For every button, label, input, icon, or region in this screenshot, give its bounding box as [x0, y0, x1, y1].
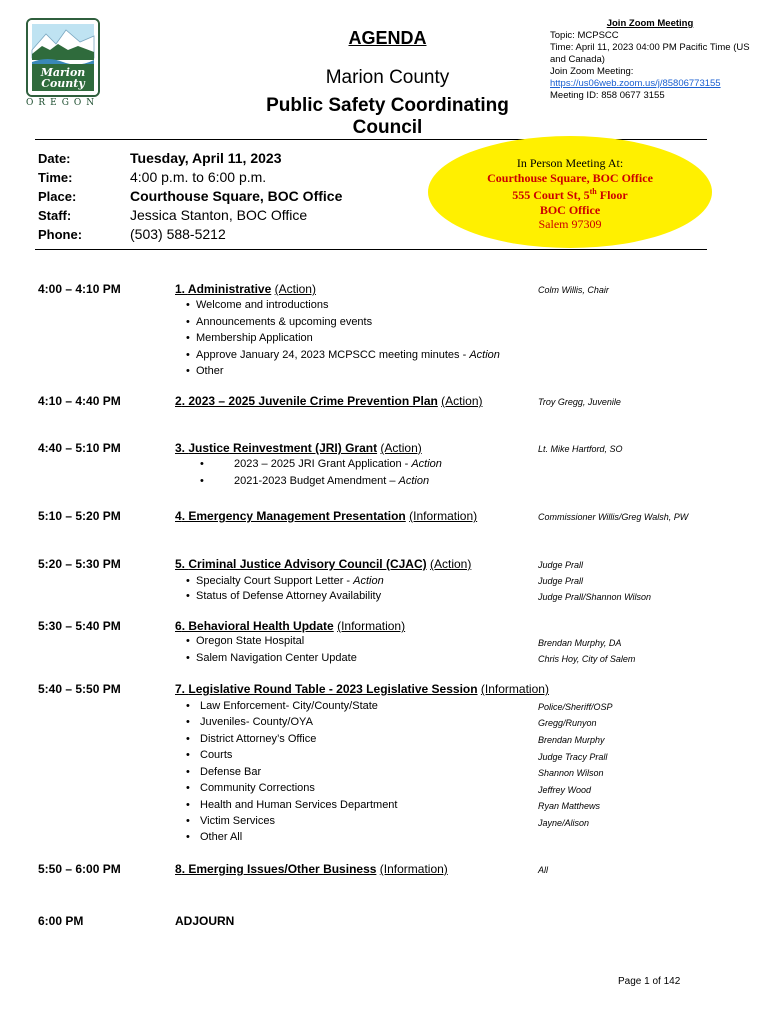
item-8-time: 5:50 – 6:00 PM — [38, 862, 121, 876]
list-item: • Membership Application — [186, 332, 313, 344]
zoom-time-1: Time: April 11, 2023 04:00 PM Pacific Time (US — [550, 42, 750, 53]
item-1-presenter: Colm Willis, Chair — [538, 285, 609, 295]
date-label: Date: — [38, 151, 71, 166]
item-4-title: 4. Emergency Management Presentation (Information) — [175, 509, 478, 523]
place-value: Courthouse Square, BOC Office — [130, 188, 343, 204]
in-person-office: BOC Office — [539, 202, 601, 217]
list-item: • Oregon State Hospital — [186, 635, 305, 647]
staff-value: Jessica Stanton, BOC Office — [130, 207, 308, 223]
date-value: Tuesday, April 11, 2023 — [130, 150, 282, 166]
item-3-time: 4:40 – 5:10 PM — [38, 441, 121, 455]
agenda-title: AGENDA — [348, 28, 427, 48]
list-item-presenter: Chris Hoy, City of Salem — [538, 654, 636, 664]
list-item: • District Attorney’s Office — [186, 733, 317, 745]
in-person-heading: In Person Meeting At: — [516, 156, 624, 170]
place-label: Place: — [38, 189, 77, 204]
list-item: • 2021-2023 Budget Amendment – Action — [200, 475, 430, 487]
zoom-join-label: Join Zoom Meeting: — [550, 66, 634, 77]
county-title: Marion County — [325, 67, 450, 88]
list-item: • Courts — [186, 749, 233, 761]
list-item-presenter: Jeffrey Wood — [538, 785, 592, 795]
list-item-presenter: Shannon Wilson — [538, 768, 604, 778]
page-number: Page 1 of 142 — [618, 976, 681, 987]
bottom-divider — [35, 249, 707, 250]
list-item: • Approve January 24, 2023 MCPSCC meeting minutes - Action — [186, 349, 500, 361]
adjourn-label: ADJOURN — [175, 914, 235, 928]
zoom-heading: Join Zoom Meeting — [606, 18, 694, 29]
zoom-topic: Topic: MCPSCC — [550, 30, 619, 41]
item-5-title: 5. Criminal Justice Advisory Council (CJAC) (Action) — [175, 557, 472, 571]
item-7-title: 7. Legislative Round Table - 2023 Legislative Session (Information) — [175, 682, 549, 696]
list-item-presenter: Brendan Murphy — [538, 735, 605, 745]
item-8-presenter: All — [538, 865, 549, 875]
item-1-title: 1. Administrative (Action) — [175, 282, 316, 296]
zoom-meeting-id: Meeting ID: 858 0677 3155 — [550, 90, 665, 101]
time-label: Time: — [38, 170, 73, 185]
item-4-presenter: Commissioner Willis/Greg Walsh, PW — [538, 512, 689, 522]
list-item: • 2023 – 2025 JRI Grant Application - Action — [200, 458, 442, 470]
zoom-link[interactable]: https://us06web.zoom.us/j/85806773155 — [550, 78, 721, 89]
list-item: • Law Enforcement- City/County/State — [186, 700, 378, 712]
item-2-presenter: Troy Gregg, Juvenile — [538, 397, 621, 407]
item-3-title: 3. Justice Reinvestment (JRI) Grant (Action) — [175, 441, 422, 455]
item-5-time: 5:20 – 5:30 PM — [38, 557, 121, 571]
item-8-title: 8. Emerging Issues/Other Business (Information) — [175, 862, 448, 876]
list-item-presenter: Gregg/Runyon — [538, 718, 597, 728]
list-item-presenter: Police/Sheriff/OSP — [538, 702, 613, 712]
adjourn-time: 6:00 PM — [38, 914, 84, 928]
in-person-address: 555 Court St, 5th Floor — [512, 187, 628, 202]
council-title: Public Safety Coordinating Council — [266, 95, 509, 138]
item-4-time: 5:10 – 5:20 PM — [38, 509, 121, 523]
list-item: • Victim Services — [186, 815, 275, 827]
list-item: • Community Corrections — [186, 782, 315, 794]
list-item-presenter: Judge Prall/Shannon Wilson — [538, 592, 651, 602]
logo-state-label: OREGON — [26, 98, 100, 108]
logo-graphic — [28, 20, 98, 95]
list-item: • Specialty Court Support Letter - Action — [186, 575, 384, 587]
list-item: • Salem Navigation Center Update — [186, 652, 357, 664]
list-item: • Welcome and introductions — [186, 299, 329, 311]
in-person-city: Salem 97309 — [538, 217, 602, 231]
list-item-presenter: Judge Prall — [538, 576, 584, 586]
item-6-time: 5:30 – 5:40 PM — [38, 619, 121, 633]
item-1-time: 4:00 – 4:10 PM — [38, 282, 121, 296]
item-3-presenter: Lt. Mike Hartford, SO — [538, 444, 623, 454]
item-2-title: 2. 2023 – 2025 Juvenile Crime Prevention Plan (Action) — [175, 394, 483, 408]
in-person-location: Courthouse Square, BOC Office — [487, 170, 653, 185]
item-5-presenter: Judge Prall — [538, 560, 584, 570]
list-item: • Status of Defense Attorney Availability — [186, 590, 382, 602]
time-value: 4:00 p.m. to 6:00 p.m. — [130, 169, 267, 185]
list-item: • Health and Human Services Department — [186, 799, 398, 811]
list-item: • Other — [186, 365, 224, 377]
list-item-presenter: Brendan Murphy, DA — [538, 638, 622, 648]
logo-text-marion: Marion — [40, 66, 86, 79]
item-2-time: 4:10 – 4:40 PM — [38, 394, 121, 408]
staff-label: Staff: — [38, 208, 72, 223]
phone-label: Phone: — [38, 227, 83, 242]
list-item: • Defense Bar — [186, 766, 262, 778]
list-item-presenter: Ryan Matthews — [538, 801, 601, 811]
list-item-presenter: Jayne/Alison — [538, 818, 590, 828]
in-person-info — [450, 156, 690, 232]
list-item: • Announcements & upcoming events — [186, 316, 373, 328]
item-7-time: 5:40 – 5:50 PM — [38, 682, 121, 696]
phone-value: (503) 588-5212 — [130, 226, 226, 242]
marion-county-logo — [26, 18, 100, 97]
zoom-info — [550, 18, 750, 102]
list-item-presenter: Judge Tracy Prall — [538, 752, 608, 762]
logo-text-county: County — [41, 77, 85, 90]
item-6-title: 6. Behavioral Health Update (Information) — [175, 619, 406, 633]
list-item: • Other All — [186, 831, 243, 843]
zoom-time-2: and Canada) — [550, 54, 605, 65]
list-item: • Juveniles- County/OYA — [186, 716, 313, 728]
